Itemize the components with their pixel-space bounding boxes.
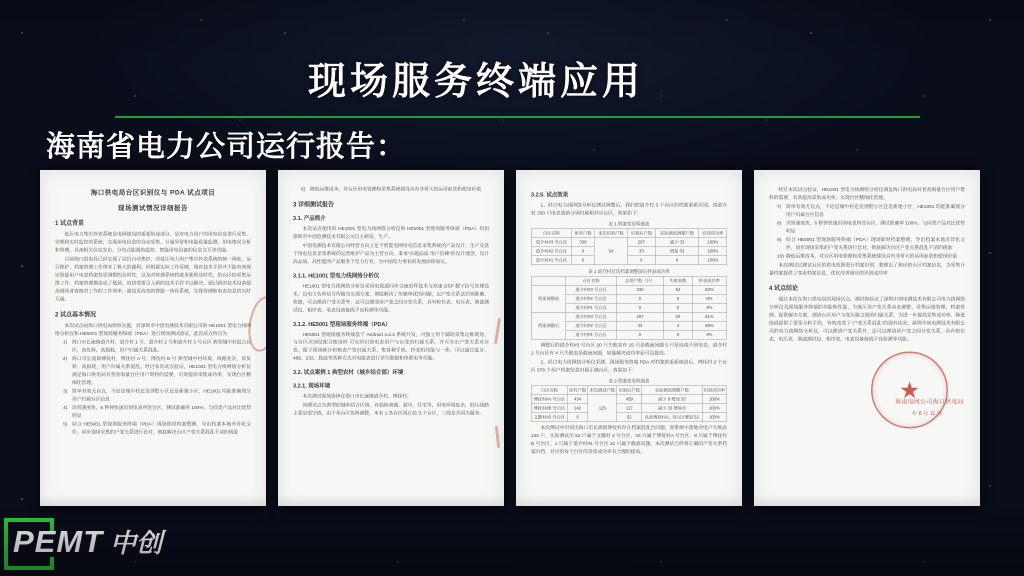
report-page-3-content bbox=[516, 170, 742, 506]
table-cell: 91% bbox=[692, 312, 727, 321]
table-header: 识别后户数 bbox=[618, 387, 640, 393]
table-cell: 道介村#2 号台区 bbox=[566, 321, 616, 330]
doc-list-item bbox=[63, 421, 251, 437]
doc-paragraph: 本次试点使用的 HE1001 型电力线网络分析仪和 HE5001 型现场服务终端（PDA）均由深圳市中创电测技术有限公司自主研发、生产。 bbox=[293, 225, 489, 240]
table-header: 原有户数 bbox=[569, 387, 587, 393]
stamp-date-text: 年 8 月 11 日 bbox=[912, 410, 942, 417]
doc-paragraph: HE5001 型现场服务终端基于 Android 4.2.2 系统开发，可独立用于辅助采集运维现场，与台区识别仪配合使用时 可实时识别电表用户与台变的归属关系，并可导出户变关系对应表，便于现场统计和核查户变归属关系，集各种手机、抄表机功能与一体，可以通过蓝牙、485、232、载波等各种方式对电能表进行读写数据和串联电等功能。 bbox=[293, 331, 489, 362]
table-header: 台区名称 bbox=[566, 276, 616, 285]
table-cell: 33 bbox=[627, 247, 655, 256]
table-cell: 0 bbox=[664, 330, 692, 339]
doc-paragraph: 本次测试过测试台区的供电范围进行档案识别，整理出了相应的台区档案信息，为采集计量档案提供了变更档案信息，优化改善相应的识别成功率 bbox=[769, 262, 965, 276]
doc-subheading: 3.2.1. 现场环境 bbox=[293, 383, 331, 390]
table-cell: 0 bbox=[664, 294, 692, 303]
list-text: 识别速度快，6 秒钟快速识别电表所处台区，测试准确率 100%，与同类产品对比优势明显 bbox=[786, 220, 965, 234]
table-cell: 道介村#1 号台区 bbox=[566, 330, 616, 339]
official-stamp bbox=[769, 351, 965, 431]
pemt-logo bbox=[0, 514, 220, 576]
table-cell: 档案调整后 bbox=[531, 312, 566, 339]
table-cell: 道介村#3 号台区 bbox=[566, 312, 616, 321]
table-header: 抄表成功率 bbox=[692, 276, 727, 285]
list-text: 结合 HE5001 型现场服务终端（PDA）现场即时档案整理，导出档案本地差异化文件，同步现场采集的户变关系进行比对，彻底解决台区户变关系混乱不清的现象 bbox=[72, 421, 251, 435]
table-header: 本次识别户数 bbox=[594, 229, 627, 238]
doc-subheading: 3.1. 产品简介 bbox=[293, 215, 326, 222]
list-number: 5) bbox=[63, 421, 68, 428]
list-number: 9) bbox=[777, 236, 782, 243]
doc-paragraph: 经过本次试点验证，HE1001 型电力线网络分析仪满足海口供电局对普查海量台区用户资料的需要，有效提高采集成功率，实现台区精细化管理。 bbox=[769, 187, 965, 201]
table-header: 失败表数 bbox=[664, 276, 692, 285]
list-text: 识别速度快，6 秒钟快速识别电表所处台区，测试准确率 100%，与同类产品对比优势明显 bbox=[72, 405, 251, 419]
doc-list-item bbox=[301, 186, 489, 194]
table-cell: 33 bbox=[616, 321, 664, 330]
table-cell: 330 bbox=[616, 285, 664, 294]
doc-subheading: 3.2. 试点案例 1 典型农村（城乡结合部）环境 bbox=[293, 369, 404, 376]
list-number: 1) bbox=[63, 339, 68, 346]
list-text: 降低运维成本，对台区用电管理和采集系统建设具有非常大的运用前景和使用价值 bbox=[786, 253, 958, 259]
table-cell: 52 bbox=[617, 413, 642, 422]
doc-subheading: 3.2.5. 试点效果 bbox=[531, 192, 569, 198]
doc-list-item bbox=[63, 339, 251, 355]
star-icon: ★ bbox=[899, 377, 920, 404]
table-cell: 档案调整前 bbox=[531, 285, 566, 312]
doc-paragraph: 本次试点由海口供电局组织实施，对深圳市中创电测技术有限公司的 HE1001 型电力线网络分析仪和 HE5001 型现场服务终端（PDA）进行现场测试验证，此次试点特点为 bbox=[55, 322, 251, 337]
table-cell: 0 bbox=[616, 330, 664, 339]
table-cell: 道介村#1 号台区 bbox=[566, 303, 616, 312]
table-header: 本次测试户数 bbox=[589, 387, 616, 393]
table-cell: 297 bbox=[616, 312, 664, 321]
doc-paragraph: 本次测试中识别出海口市长流镇博抚村存在档案混乱台问题，原系统中落地对电户失败表 125 户，实际测试出 52 户属于文脚村 2 号台区、33 只属于博抚村A 号台区、8 只属于博抚村B 号台区、1 只属于道介村#1 号台区 31 只属于截流问题。本次测试已经将正确的户变关系档案归档，对应的每个台区的采集成功率有合理的提高。 bbox=[531, 424, 727, 455]
doc-heading: 3 详细测试报告 bbox=[293, 200, 335, 208]
table-cell: 142 bbox=[568, 404, 588, 413]
table-header: 总用户数（只） bbox=[616, 276, 664, 285]
doc-list-item bbox=[63, 404, 251, 420]
table-header: 识别后户数 bbox=[627, 229, 655, 238]
table-cell: 文脚村#2 号台区 bbox=[531, 413, 567, 422]
slide-title: 现场服务终端应用 bbox=[307, 61, 644, 103]
table-cell: 道介村#1 号台区 bbox=[531, 256, 571, 265]
report-page-2 bbox=[278, 170, 504, 506]
report-page-1-content bbox=[40, 170, 266, 506]
doc-table-caption: 表 1 档案变更明细表 bbox=[608, 221, 650, 227]
list-number: 4) bbox=[63, 405, 68, 411]
table-cell: 100% bbox=[702, 395, 727, 404]
doc-paragraph: 1、经过电力线网络分析仪测试调整后，我们把道介村 3 个台区的档案重新识别，将道介村 330 只电表重新分别归属相对应台区，效果如下： bbox=[531, 202, 727, 216]
table-cell: 增加 33 bbox=[655, 247, 699, 256]
table-cell: 125 bbox=[588, 395, 617, 422]
doc-paragraph: 通过本次在海口供电局的现场试点，测试和验证了深圳中创电测技术有限公司电力线网络分析仪及现场服务终端的功能和性能，为低压用户变关系动态调整、采集运维管理、档案管理、提供解决方案，理清台区用户与变压器之间的归属关系，为进一步提高采集成功率、降低线损提供了借鉴分析手段，有效改变了“户变关系混乱”的现有状况。深圳中创电测技术有限公司的电力线网络分析仪，可以理清户变关系外，还可以理清用户变之间分变关系，具有校位表、电压表、谐波测试仪、相序表、电表设备接线不良检测等功能。 bbox=[769, 296, 965, 343]
list-text: 降低运维成本，对台区用电管理和采集系统建设具有非常大的运用前景和使用价值 bbox=[310, 186, 482, 192]
list-text: 海口市长流镇博抚村，博抚村 A 号、博抚村 B 号 典型城中村环境，线路复杂，高负荷、高损耗，用户归属关系混乱。经过本次试点验证，HE1001 型电力线网络分析仪满足海口供电局对普查海量台区用户资料的需要，有效提高采集成功率，实现台区精细化管理。 bbox=[72, 356, 251, 386]
table-cell: 道介村#3 号台区 bbox=[531, 238, 571, 247]
table-header: 实际测试调整户数 bbox=[655, 229, 699, 238]
list-text: 简单有效无盲点，不论是城中村还是别墅小区还是新建小区，HE1001 均能准确划分用户归属台区信息 bbox=[786, 203, 965, 218]
list-text: 简单有效无盲点，不论是城中村还是别墅小区还是新建小区，HE1001 均能准确划分用户归属台区信息 bbox=[72, 388, 251, 403]
title-underline bbox=[115, 116, 920, 118]
doc-paragraph: 调整后的道介村#3 号台区 20 只失败表有 15 只是截流问题 5 只是连线不到电表，道介村 2 号台区有 4 只失败表是截流问题，如能解决成功率还可以提高。 bbox=[531, 342, 727, 356]
list-number: 7) bbox=[777, 203, 782, 210]
table-header: 台区名称 bbox=[531, 229, 571, 238]
report-page-3 bbox=[516, 170, 742, 506]
doc-paragraph: 目前海口供电局已经实现了居民自动集抄，对低压电力用户集中抄表系统的统一调度、运行维护、档案管理工作带来了极大的便利。但根据实际工作反映，现有技术手段并不能有效保证海量用户电表档案变更调整的及时性，以及对管理系统档案更新的及时性，给台区的采集运维工作、档案管理都造成了瓶颈，迫切需要引入新的技术手段予以解决，通过新的技术设备提高现场普查核对工作的工作效率，建设更高效的智能一体化系统，实现管理和电表信息的实时互通。 bbox=[55, 256, 251, 302]
doc-paragraph: 2、经过电力线网络分析仪采测，现场服务终端 PDA 对档案的重新核进后，博抚村 2 个台区 576 个用户档案信息归属正确台区，效果如下： bbox=[531, 359, 727, 373]
list-number: 10) bbox=[777, 253, 784, 259]
doc-table bbox=[531, 276, 727, 340]
slide-subtitle: 海南省电力公司运行报告： bbox=[46, 131, 407, 163]
doc-list-item bbox=[63, 388, 251, 404]
table-cell: 0 bbox=[627, 256, 655, 265]
doc-heading: 2 试点基本情况 bbox=[55, 310, 97, 318]
table-cell: 0 bbox=[572, 247, 595, 256]
table-cell: 道介村#2 号台区 bbox=[566, 294, 616, 303]
doc-list-item bbox=[777, 252, 965, 260]
doc-subheading: 3.1.2. HE5001 型现场服务终端（PDA） bbox=[293, 321, 391, 328]
table-cell: 88% bbox=[692, 321, 727, 330]
doc-title: 海口供电局台区识别仪与 PDA 试点项目 bbox=[90, 188, 216, 196]
table-cell: 117 bbox=[617, 404, 642, 413]
doc-table-caption: 表 1 道介村首次档案调整前后抄表成功率 bbox=[588, 268, 670, 274]
table-cell: 博抚村#A 号台区 bbox=[531, 395, 567, 404]
doc-paragraph: 本次测试现场选择在海口市长流镇道介村、博抚村。 bbox=[302, 393, 412, 400]
report-pages-row bbox=[40, 170, 980, 506]
table-cell: 100% bbox=[702, 413, 727, 422]
table-cell: 0 bbox=[664, 303, 692, 312]
table-cell: 减少 33 增加 8 bbox=[642, 404, 702, 413]
table-cell: 100% bbox=[702, 404, 727, 413]
doc-heading: 4 试点结论 bbox=[769, 284, 799, 292]
doc-list-item bbox=[63, 355, 251, 387]
table-cell: 0 bbox=[616, 294, 664, 303]
table-cell: 0% bbox=[692, 294, 727, 303]
doc-title: 现场测试情况详细报告 bbox=[117, 204, 188, 212]
doc-list-item bbox=[777, 219, 965, 235]
table-cell: 4 bbox=[664, 321, 692, 330]
doc-paragraph: 该测试点为典型的城乡结合区域，有临街商铺、超市、住宅等，用电环境复杂，低压线路主要是架空线，由于本台区负荷调整，本来 1 各台区现在装 3 个台区，三线是共同为服务。 bbox=[293, 402, 489, 417]
table-header: 实际测试调整户数 bbox=[642, 386, 702, 395]
table-cell: 83% bbox=[692, 285, 727, 294]
table-header: 识别成功率 bbox=[699, 229, 727, 238]
logo-zhongchuang-text: 中创 bbox=[110, 528, 163, 558]
report-page-1 bbox=[40, 170, 266, 506]
table-header: 识别成功率 bbox=[703, 387, 726, 393]
list-number: 2) bbox=[63, 356, 68, 362]
table-cell: 330 bbox=[572, 238, 595, 247]
logo-text bbox=[13, 523, 162, 560]
table-cell: 0% bbox=[692, 330, 727, 339]
table-cell: 减少 8 增加 33 bbox=[642, 395, 702, 404]
list-number: 8) bbox=[777, 220, 782, 226]
doc-table bbox=[531, 385, 727, 422]
doc-subheading: 3.1.1. HE1001 型电力线网络分析仪 bbox=[293, 272, 380, 279]
table-cell: 100% bbox=[699, 247, 727, 256]
table-cell: 434 bbox=[568, 395, 588, 404]
table-cell: 20 bbox=[664, 312, 692, 321]
table-cell: 道介村#2 号台区 bbox=[531, 247, 571, 256]
table-header: 台区名称 bbox=[531, 386, 567, 395]
doc-list-item bbox=[777, 203, 965, 219]
table-cell: 100% bbox=[699, 238, 727, 247]
report-page-2-content bbox=[278, 170, 504, 506]
doc-heading: 1 试点背景 bbox=[55, 219, 85, 227]
table-cell: 0 bbox=[572, 256, 595, 265]
report-page-4 bbox=[754, 170, 980, 506]
table-cell: 0 bbox=[655, 256, 699, 265]
logo-pemt-text: PEMT bbox=[13, 524, 104, 559]
list-number: 3) bbox=[63, 388, 68, 395]
table-cell: 459 bbox=[617, 395, 642, 404]
table-cell: 0 bbox=[616, 303, 664, 312]
doc-list-item bbox=[777, 236, 965, 252]
table-cell: 54 bbox=[664, 285, 692, 294]
table-cell: 100% bbox=[699, 256, 727, 265]
table-cell: 从原博抚村A、B台区增加 52 bbox=[642, 413, 702, 422]
doc-paragraph: 中创电测技术有限公司经营方向立足于智能电网用电信息采集系统的产品设计、生产及基于用电信息采集系统的运营维护产品为主营方向，秉承“卓越品质 用户信赖”的设计理念，设计高品质、高性能的产品服务于电力行业，为中国电力事业的发展添砖加瓦。 bbox=[293, 242, 489, 265]
stamp-org-text: 海南电网公司海口供电局 bbox=[895, 399, 964, 406]
table-cell: 297 bbox=[627, 238, 655, 247]
list-number: 6) bbox=[301, 186, 306, 192]
table-cell: 54 bbox=[594, 238, 627, 265]
table-cell: 道介村#3 号台区 bbox=[566, 285, 616, 294]
list-text: 海口市长流镇道介村，道介村 1 号、道介村 2 号和道介村 3 号台区 典型城中村混合台区，高负荷、高损耗，用户归属关系混乱。 bbox=[72, 339, 251, 354]
doc-table bbox=[531, 228, 727, 265]
doc-table-caption: 表 2 档案变更明细表 bbox=[608, 378, 650, 384]
report-page-4-content bbox=[754, 170, 980, 506]
table-cell: 博抚村#B 号台区 bbox=[531, 404, 567, 413]
doc-paragraph: HE1001 型电力线网络分析仪采用电载波同步交流采样技术与高速 DSP 数字信号处理技术，以电力负荷信号传输为实现方案，彻底解决了传输串扰的问题，以户变关系法识别准确、快捷，可以理清户变关系外，还可以理清用户变之间分变关系，具有校位表、电压表、谐波测试仪、相序表、电表设备接线不良检测等功能。 bbox=[293, 283, 489, 313]
table-cell: 0% bbox=[692, 303, 727, 312]
list-text: 结合 HE5001 型现场服务终端（PDA）现场即时档案整理，导出档案本地差异化文件，同步现场采集的户变关系进行比对，彻底解决台区户变关系混乱不清的现象 bbox=[786, 236, 965, 251]
doc-paragraph: 低压电力集中抄表系统是电网建设的重要组成部分，是对电力用户的用电信息进行采集、处理和实时监控的系统，实现用电信息的自动采集、计量异常和电能质量监测、用电情况分析和管理，具备相关信息发布、分布式能源的监控、智能用电设备的信息交互等功能。 bbox=[55, 231, 251, 253]
table-header: 原有户数 bbox=[572, 229, 595, 238]
table-cell: 减少 33 bbox=[655, 238, 699, 247]
table-cell: 0 bbox=[568, 413, 588, 422]
table-header bbox=[531, 276, 566, 285]
